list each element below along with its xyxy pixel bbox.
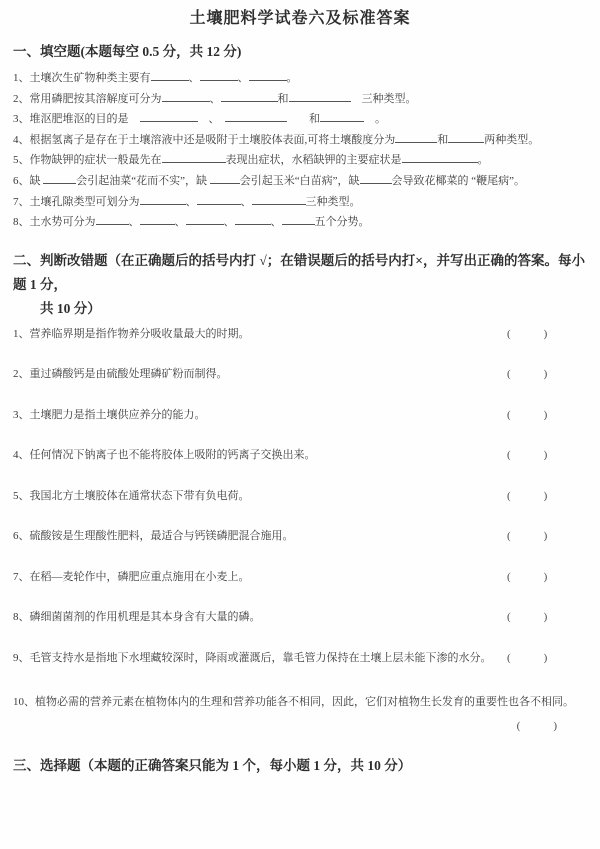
- judge-question-row: [13, 490, 587, 531]
- question-text: 3、土壤肥力是指土壤供应养分的能力。: [13, 408, 206, 421]
- bracket-close: ): [543, 408, 548, 421]
- bracket-close: ): [543, 449, 548, 462]
- answer-brackets: [507, 490, 547, 503]
- fill-question-row: [13, 150, 587, 171]
- fill-question-row: [13, 212, 587, 233]
- question-text: 5、我国北方土壤胶体在通常状态下带有负电荷。: [13, 489, 250, 502]
- question-text: 3、堆沤肥堆沤的目的是: [13, 113, 140, 126]
- judge-question-row: [13, 696, 587, 733]
- question-text: 2、重过磷酸钙是由硫酸处理磷矿粉而制得。: [13, 368, 228, 381]
- answer-blank: [140, 195, 186, 205]
- question-text: 、: [128, 216, 140, 229]
- bracket-open: (: [507, 611, 511, 624]
- question-text: 6、缺: [13, 174, 44, 187]
- answer-blank: [320, 112, 364, 122]
- answer-blank: [43, 174, 76, 184]
- bracket-open: (: [507, 570, 511, 583]
- answer-brackets: [507, 409, 547, 422]
- question-text: 和: [437, 133, 449, 146]
- bracket-open: (: [507, 368, 511, 381]
- section-heading-multiple-choice: 三、选择题（本题的正确答案只能为 1 个，每小题 1 分，共 10 分）: [13, 757, 412, 773]
- judge-question-list: [13, 328, 587, 733]
- answer-blank: [360, 174, 392, 184]
- question-text: 表现出症状，水稻缺钾的主要症状是: [225, 154, 402, 167]
- bracket-open: (: [507, 408, 511, 421]
- judge-question-row: [13, 611, 587, 652]
- question-text: 、: [174, 216, 186, 229]
- bracket-close: ): [543, 570, 548, 583]
- question-text: 1、土壤次生矿物种类主要有: [13, 72, 151, 84]
- answer-blank: [197, 195, 241, 205]
- question-text: 7、土壤孔隙类型可划分为: [13, 195, 140, 208]
- section-heading-fill-in-blank: 一、填空题(本题每空 0.5 分，共 12 分): [13, 44, 242, 59]
- answer-blank: [225, 112, 287, 122]
- bracket-close: ): [543, 651, 548, 664]
- answer-blank: [289, 92, 351, 102]
- fill-question-row: [13, 171, 587, 192]
- answer-blank: [140, 112, 198, 122]
- judge-question-row: [13, 368, 587, 409]
- judge-question-row: [13, 530, 587, 571]
- question-text: 7、在稻—麦轮作中，磷肥应重点施用在小麦上。: [13, 570, 250, 583]
- answer-brackets: [507, 611, 547, 624]
- fill-question-row: [13, 192, 587, 213]
- judge-question-row: [13, 652, 587, 693]
- answer-blank: [162, 92, 210, 102]
- question-text: 、: [270, 216, 282, 229]
- fill-question-row: [13, 130, 587, 151]
- question-text: 会引起玉米“白苗病”，缺: [239, 174, 360, 187]
- question-text: 4、任何情况下钠离子也不能将胶体上吸附的钙离子交换出来。: [13, 449, 316, 462]
- answer-blank: [282, 215, 315, 225]
- bracket-open: (: [507, 449, 511, 462]
- fill-question-row: [13, 89, 587, 110]
- fill-question-row: [13, 109, 587, 130]
- judge-question-row: [13, 449, 587, 490]
- answer-blank: [140, 215, 175, 225]
- question-text: 会引起油菜“花而不实”，缺: [76, 174, 210, 187]
- question-text: 。: [286, 72, 298, 84]
- question-text: 两种类型。: [484, 133, 540, 146]
- question-text: 五个分势。: [314, 216, 370, 229]
- bracket-close: ): [543, 489, 548, 502]
- judge-question-row: [13, 571, 587, 612]
- question-text: 、: [188, 72, 200, 84]
- answer-blank: [186, 215, 224, 225]
- answer-brackets: [507, 652, 547, 665]
- fill-question-list: [13, 68, 587, 233]
- question-text: 和: [287, 113, 320, 126]
- section-heading-line2: 共 10 分）: [40, 300, 101, 316]
- answer-brackets: [507, 571, 547, 584]
- answer-blank: [252, 195, 306, 205]
- section-heading-line1: 二、判断改错题（在正确题后的括号内打 √；在错误题后的括号内打×，并写出正确的答案。每小题 1 分，: [13, 252, 585, 292]
- bracket-close: ): [553, 719, 557, 732]
- question-text: 会导致花椰菜的 “鞭尾病”。: [391, 174, 526, 187]
- question-text: 4、根据氢离子是存在于土壤溶液中还是吸附于土壤胶体表面,可将土壤酸度分为: [13, 133, 396, 146]
- answer-brackets: [507, 449, 547, 462]
- bracket-open: (: [507, 651, 511, 664]
- answer-brackets: [13, 720, 557, 733]
- question-text: 9、毛管支持水是指地下水埋藏较深时，降雨或灌溉后，靠毛管力保持在土壤上层未能下渗的水分。: [13, 651, 492, 664]
- judge-question-row: [13, 328, 587, 369]
- page-title: 土壤肥料学试卷六及标准答案: [189, 10, 411, 27]
- question-text: 6、硫酸铵是生理酸性肥料，最适合与钙镁磷肥混合施用。: [13, 530, 294, 543]
- question-text: 。: [364, 113, 386, 126]
- question-text: 、: [240, 195, 252, 208]
- question-text: 2、常用磷肥按其溶解度可分为: [13, 92, 162, 105]
- question-text: 三种类型。: [350, 92, 417, 105]
- bracket-open: (: [507, 489, 511, 502]
- section-heading-true-false: [13, 249, 587, 321]
- question-text: 和: [277, 92, 289, 105]
- question-text: 、: [197, 113, 225, 126]
- question-text: 8、磷细菌菌剂的作用机理是其本身含有大量的磷。: [13, 611, 261, 624]
- answer-blank: [395, 133, 437, 143]
- question-text: 三种类型。: [305, 195, 361, 208]
- question-text: 、: [237, 72, 249, 84]
- answer-blank: [200, 71, 238, 81]
- judge-question-row: [13, 409, 587, 450]
- bracket-open: (: [516, 719, 521, 732]
- bracket-close: ): [543, 611, 548, 624]
- fill-question-row: [13, 68, 587, 89]
- answer-blank: [249, 71, 287, 81]
- question-text: 、: [185, 195, 197, 208]
- answer-blank: [96, 215, 129, 225]
- question-text: 8、土水势可分为: [13, 216, 96, 229]
- answer-blank: [235, 215, 271, 225]
- answer-blank: [221, 92, 278, 102]
- question-text: 、: [223, 216, 235, 229]
- bracket-close: ): [543, 530, 548, 543]
- bracket-close: ): [543, 368, 548, 381]
- answer-blank: [162, 153, 226, 163]
- answer-brackets: [507, 368, 547, 381]
- question-text: 、: [209, 92, 221, 105]
- answer-blank: [402, 153, 478, 163]
- bracket-close: ): [543, 327, 548, 340]
- question-text: 10、植物必需的营养元素在植物体内的生理和营养功能各不相同，因此，它们对植物生长发育的重要性也各不相同。: [13, 695, 574, 708]
- question-text: 。: [477, 154, 489, 167]
- bracket-open: (: [507, 327, 511, 340]
- answer-blank: [210, 174, 240, 184]
- answer-blank: [448, 133, 484, 143]
- answer-brackets: [507, 328, 547, 341]
- answer-blank: [151, 71, 189, 81]
- bracket-open: (: [507, 530, 511, 543]
- question-text: 5、作物缺钾的症状一般最先在: [13, 154, 162, 167]
- question-text: 1、营养临界期是指作物养分吸收量最大的时期。: [13, 327, 250, 340]
- answer-brackets: [507, 530, 547, 543]
